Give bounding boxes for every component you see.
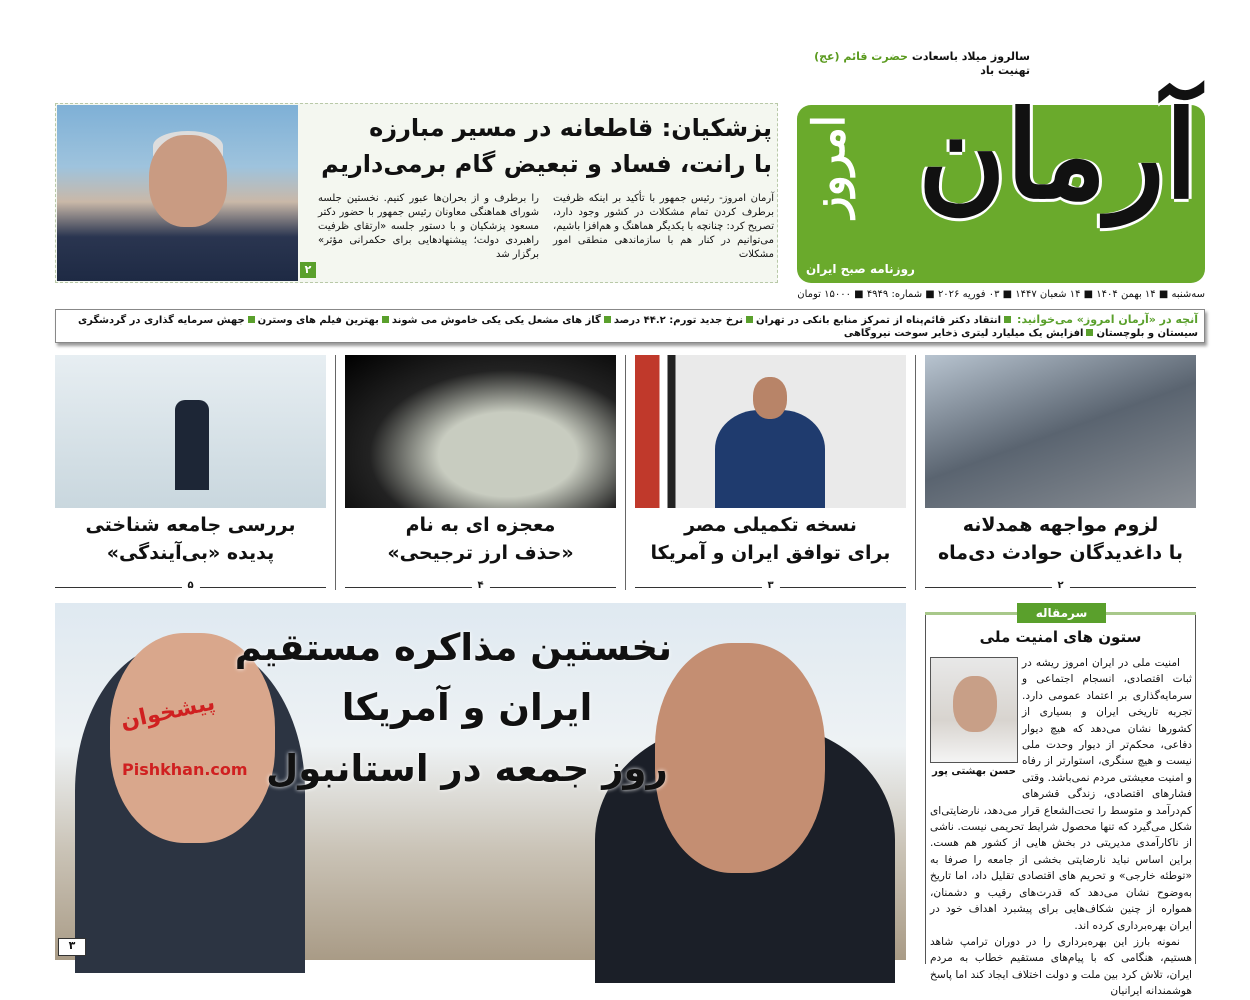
watermark-url: Pishkhan.com — [122, 760, 248, 779]
editorial-paragraph: نمونه بارز این بهره‌برداری را در دوران ترامپ شاهد هستیم، هنگامی که با پیام‌های مستقیم خطاب به مردم ایران، تلاش کرد بین ملت و دولت اختلاف ایجاد کند اما پاسخ هوشمندانه ایرانیان — [930, 935, 1192, 998]
logo-tagline: روزنامه صبح ایران — [806, 262, 915, 276]
lead-body-col-1: آرمان امروز- رئیس جمهور با تأکید بر اینکه ظرفیت برطرف کردن تمام مشکلات در کشور وجود دارد، تصریح کرد: چنانچه با یکدیگر هماهنگ و هم‌افزا باشیم، می‌توانیم در کنار هم با سازماندهی منطقی امور مشکلات — [553, 193, 774, 260]
greeting-text-end: تهنیت باد — [980, 64, 1030, 78]
lead-headline[interactable]: پزشکیان: قاطعانه در مسیر مبارزه با رانت، فساد و تبعیض گام برمی‌داریم — [321, 114, 772, 178]
page-ref-rule — [345, 580, 616, 591]
logo: آرمان — [917, 85, 1198, 226]
ticker-item[interactable]: جهش سرمایه گذاری در گردشگری سیستان و بلوچستان — [77, 315, 1198, 339]
column-divider — [915, 355, 916, 590]
square-bullet-icon — [382, 316, 389, 323]
story-headline[interactable]: نسخه تکمیلی مصر برای توافق ایران و آمریکا — [650, 514, 891, 564]
square-bullet-icon — [1004, 316, 1011, 323]
contents-ticker — [55, 309, 1205, 343]
ticker-item[interactable]: گاز های مشعل یکی یکی خاموش می شوند — [391, 315, 601, 326]
author-photo — [930, 657, 1018, 763]
logo-subtitle: امروز — [804, 115, 855, 218]
ticker-label: آنچه در «آرمان امروز» می‌خوانید: — [1017, 313, 1198, 326]
story-photo-questions — [55, 355, 326, 508]
watermark: پیشخوان — [118, 690, 218, 735]
masthead-greeting — [800, 50, 1030, 79]
story-photo-dollar — [345, 355, 616, 508]
lead-body-col-2: را برطرف و از بحران‌ها عبور کنیم. نخستین جلسه شورای هماهنگی معاونان رئیس جمهور با حضور دکتر مسعود پزشکیان و با دستور جلسه «ارتقای ظرفیت راهبردی دولت؛ پیشنهادهایی برای حکمرانی مؤثر» برگزار شد — [318, 193, 539, 260]
square-bullet-icon — [604, 316, 611, 323]
story-headline[interactable]: لزوم مواجهه همدلانه با داغدیدگان حوادث دی‌ماه — [937, 514, 1184, 564]
page-ref-rule — [925, 580, 1196, 591]
lead-body — [318, 192, 774, 262]
page-number: ۵ — [181, 580, 199, 591]
story-headline[interactable]: معجزه ای به نام «حذف ارز ترجیحی» — [387, 514, 574, 564]
page-ref-rule — [55, 580, 326, 591]
ticker-item[interactable]: انتقاد دکتر قائم‌پناه از تمرکز منابع بانکی در تهران — [756, 315, 1002, 326]
square-bullet-icon — [746, 316, 753, 323]
page-number-badge: ۲ — [300, 262, 316, 278]
page-number-badge: ۳ — [58, 938, 86, 956]
story-headline[interactable]: بررسی جامعه شناختی پدیده «بی‌آیندگی» — [85, 514, 296, 564]
ticker-item[interactable]: افزایش یک میلیارد لیتری ذخایر سوخت نیروگاهی — [843, 328, 1084, 339]
column-divider — [625, 355, 626, 590]
greeting-text: سالروز میلاد باسعادت — [911, 50, 1030, 63]
ticker-item[interactable]: بهترین فیلم های وسترن — [257, 315, 379, 326]
page-number: ۲ — [1051, 580, 1069, 591]
main-headline[interactable]: نخستین مذاکره مستقیم ایران و آمریکا روز جمعه در استانبول — [234, 626, 672, 790]
page-number: ۴ — [471, 580, 489, 591]
editorial-label: سرمقاله — [1017, 603, 1106, 623]
author-name: حسن بهشتی پور — [932, 766, 1016, 777]
dateline: سه‌شنبه ■ ۱۴ بهمن ۱۴۰۴ ■ ۱۴ شعبان ۱۴۴۷ ■ ۰۳ فوریه ۲۰۲۶ ■ شماره: ۴۹۴۹ ■ ۱۵۰۰۰ تومان — [797, 289, 1205, 300]
column-divider — [335, 355, 336, 590]
page-ref-rule — [635, 580, 906, 591]
square-bullet-icon — [248, 316, 255, 323]
greeting-highlight: حضرت قائم (عج) — [814, 50, 908, 63]
editorial-paragraph: امنیت ملی در ایران امروز ریشه در ثبات اقتصادی، انسجام اجتماعی و سرمایه‌گذاری بر اعتماد عمومی دارد. تجربه تاریخی ایران و بسیاری از کشورها نشان می‌دهد که هیچ دیوار دفاعی، محکم‌تر از دیوار وحدت ملی نیست و هیچ سنگری، استوارتر از رفاه و امنیت معیشتی مردم نمی‌باشد. وقتی فشارهای اقتصادی، زندگی قشرهای کم‌درآمد و متوسط را تحت‌الشعاع قرار می‌دهد، نارضایتی‌ای شکل می‌گیرد که تنها محصول شرایط تحریمی نیست. ناشی از ناکارآمدی مدیریتی در بخش هایی از کشور هم هست. براین اساس نباید نارضایتی بخشی از جامعه را صرفا به «توطئه خارجی» و تحریم های اقتصادی تقلیل داد، اما تاریخ به‌وضوح نشان می‌دهد که قدرت‌های رقیب و دشمنان، همواره از چنین شکاف‌هایی برای پیشبرد اهداف خود در ایران بهره‌برداری کرده اند. — [930, 657, 1192, 932]
story-photo-egypt — [635, 355, 906, 508]
story-photo-protest — [925, 355, 1196, 508]
editorial-title[interactable]: ستون های امنیت ملی — [979, 628, 1142, 646]
square-bullet-icon — [1086, 329, 1093, 336]
page-number: ۳ — [761, 580, 779, 591]
lead-story-photo — [57, 105, 298, 281]
ticker-item[interactable]: نرخ جدید تورم: ۴۴.۲ درصد — [613, 315, 744, 326]
